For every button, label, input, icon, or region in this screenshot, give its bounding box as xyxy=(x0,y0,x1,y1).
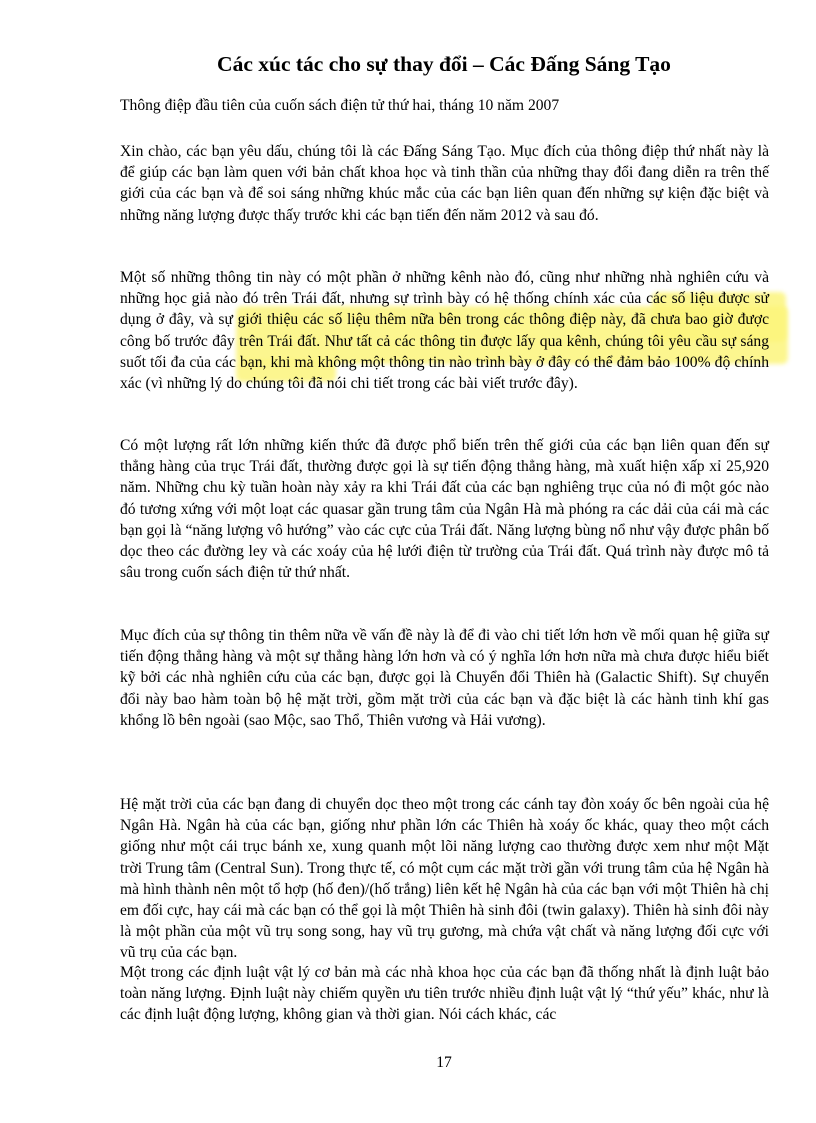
page-subtitle: Thông điệp đầu tiên của cuốn sách điện tử thứ hai, tháng 10 năm 2007 xyxy=(120,97,560,114)
paragraph-1: Xin chào, các bạn yêu dấu, chúng tôi là các Đấng Sáng Tạo. Mục đích của thông điệp thứ nhất này là để giúp các bạn làm quen với bản chất khoa học và tinh thần của những thay đổi đang diễn ra trên thế giới của các bạn và để soi sáng những khúc mắc của các bạn liên quan đến những sự kiện đặc biệt và những năng lượng được thấy trước khi các bạn tiến đến năm 2012 và sau đó. xyxy=(120,143,769,224)
paragraph-2: Một số những thông tin này có một phần ở những kênh nào đó, cũng như những nhà nghiên cứu và những học giả nào đó trên Trái đất, nhưng sự trình bày có hệ thống chính xác của các số liệu được sử dụng ở đây, và sự giới thiệu các số liệu thêm nữa bên trong các thông điệp này, đã chưa bao giờ được công bố trước đây trên Trái đất. Như tất cả các thông tin được lấy qua kênh, chúng tôi yêu cầu sự sáng suốt tối đa của các bạn, khi mà không một thông tin nào trình bày ở đây có thể đảm bảo 100% độ chính xác (vì những lý do chúng tôi đã nói chi tiết trong các bài viết trước đây). xyxy=(120,269,769,393)
paragraph-3: Có một lượng rất lớn những kiến thức đã được phổ biến trên thế giới của các bạn liên quan đến sự thẳng hàng của trục Trái đất, thường được gọi là sự tiến động thẳng hàng, mà xuất hiện xấp xỉ 25,920 năm. Những chu kỳ tuần hoàn này xảy ra khi Trái đất của các bạn nghiêng trục của nó đi một góc nào đó tương xứng với một loạt các quasar gần trung tâm của Ngân Hà mà phóng ra các dải của cái mà các bạn gọi là “năng lượng vô hướng” vào các cực của Trái đất. Năng lượng bùng nổ như vậy được phân bố dọc theo các đường ley và các xoáy của hệ lưới điện từ trường của Trái đất. Quá trình này được mô tả sâu trong cuốn sách điện tử thứ nhất. xyxy=(120,437,769,582)
paragraph-6: Một trong các định luật vật lý cơ bản mà các nhà khoa học của các bạn đã thống nhất là định luật bảo toàn năng lượng. Định luật này chiếm quyền ưu tiên trước nhiều định luật vật lý “thứ yếu” khác, như là các định luật động lượng, không gian và thời gian. Nói cách khác, các xyxy=(120,964,769,1024)
paragraph-5: Hệ mặt trời của các bạn đang di chuyển dọc theo một trong các cánh tay đòn xoáy ốc bên ngoài của hệ Ngân Hà. Ngân hà của các bạn, giống như phần lớn các Thiên hà xoáy ốc khác, quay theo một cách giống như một cái trục bánh xe, xung quanh một lõi năng lượng cao thường được xem như một Mặt trời Trung tâm (Central Sun). Trong thực tế, có một cụm các mặt trời gần với trung tâm của hệ Ngân hà mà hình thành nên một tổ hợp (hố đen)/(hố trắng) liên kết hệ Ngân hà của các bạn với một Thiên hà chị em đối cực, hay cái mà các bạn có thể gọi là một Thiên hà sinh đôi (twin galaxy). Thiên hà sinh đôi này là một phần của một vũ trụ song song, hay vũ trụ gương, mà chứa vật chất và năng lượng đối cực với vũ trụ của các bạn. xyxy=(120,796,769,962)
page-number: 17 xyxy=(436,1054,452,1071)
page-title: Các xúc tác cho sự thay đổi – Các Đấng Sáng Tạo xyxy=(217,52,671,76)
paragraph-4: Mục đích của sự thông tin thêm nữa về vấn đề này là để đi vào chi tiết lớn hơn về mối quan hệ giữa sự tiến động thẳng hàng và một sự thẳng hàng lớn hơn và có ý nghĩa lớn hơn nữa mà chưa được hiểu biết kỹ bởi các nhà nghiên cứu của các bạn, được gọi là Chuyển đổi Thiên hà (Galactic Shift). Sự chuyển đổi này bao hàm toàn bộ hệ mặt trời, gồm mặt trời của các bạn và đặc biệt là các hành tinh khí gas khổng lồ bên ngoài (sao Mộc, sao Thổ, Thiên vương và Hải vương). xyxy=(120,627,769,729)
